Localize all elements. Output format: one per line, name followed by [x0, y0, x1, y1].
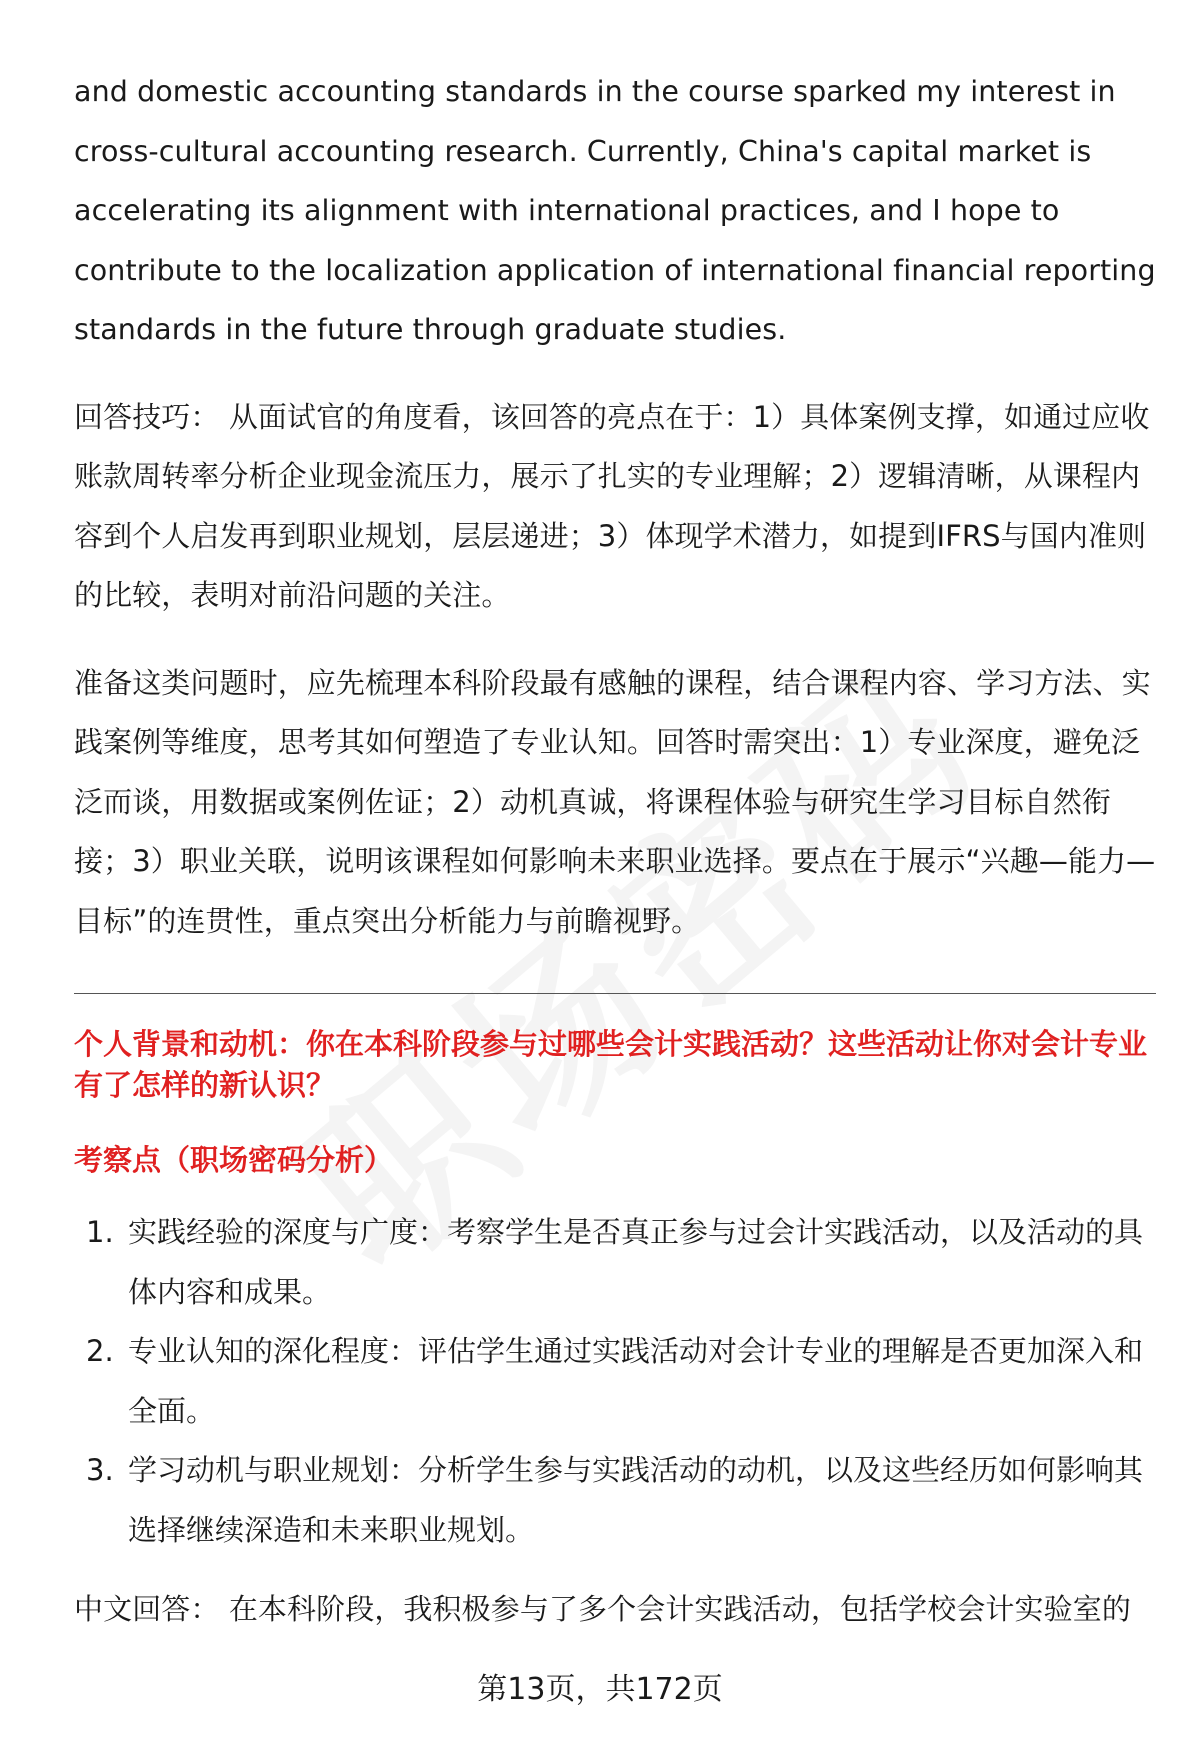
page-number-footer: 第13页，共172页 [477, 1672, 723, 1707]
question-heading: 个人背景和动机：你在本科阶段参与过哪些会计实践活动？这些活动让你对会计专业有了怎样的新认识？ [74, 1027, 1148, 1102]
list-item [74, 1441, 1156, 1560]
assessment-points-list [74, 1203, 1156, 1560]
paragraph-english-answer: and domestic accounting standards in the course sparked my interest in cross-cultural accounting research. Currently, China's capital market is accelerating its alignment with international practices, and I hope to contribute to the localization application of international financial reporting standards in the future through graduate studies. [74, 75, 1156, 346]
paragraph-answer-tips: 回答技巧： 从面试官的角度看，该回答的亮点在于：1）具体案例支撑，如通过应收账款周转率分析企业现金流压力，展示了扎实的专业理解；2）逻辑清晰，从课程内容到个人启发再到职业规划，层层递进；3）体现学术潜力，如提到IFRS与国内准则的比较，表明对前沿问题的关注。 [74, 399, 1150, 612]
document-page [74, 62, 1156, 1668]
paragraph-chinese-answer: 中文回答： 在本科阶段，我积极参与了多个会计实践活动，包括学校会计实验室的 [74, 1592, 1131, 1626]
list-item-number: 3. [86, 1453, 114, 1487]
list-item-text: 学习动机与职业规划：分析学生参与实践活动的动机，以及这些经历如何影响其选择继续深造和未来职业规划。 [128, 1453, 1144, 1547]
list-item [74, 1322, 1156, 1441]
paragraph-preparation-advice: 准备这类问题时，应先梳理本科阶段最有感触的课程，结合课程内容、学习方法、实践案例等维度，思考其如何塑造了专业认知。回答时需突出：1）专业深度，避免泛泛而谈，用数据或案例佐证；2）动机真诚，将课程体验与研究生学习目标自然衔接；3）职业关联，说明该课程如何影响未来职业选择。要点在于展示“兴趣—能力—目标”的连贯性，重点突出分析能力与前瞻视野。 [74, 665, 1156, 938]
list-item [74, 1203, 1156, 1322]
list-item-text: 专业认知的深化程度：评估学生通过实践活动对会计专业的理解是否更加深入和全面。 [128, 1334, 1144, 1428]
list-item-text: 实践经验的深度与广度：考察学生是否真正参与过会计实践活动，以及活动的具体内容和成果。 [128, 1215, 1144, 1309]
assessment-points-heading: 考察点（职场密码分析） [74, 1143, 394, 1177]
list-item-number: 2. [86, 1334, 114, 1368]
section-divider [74, 993, 1156, 994]
list-item-number: 1. [86, 1215, 114, 1249]
